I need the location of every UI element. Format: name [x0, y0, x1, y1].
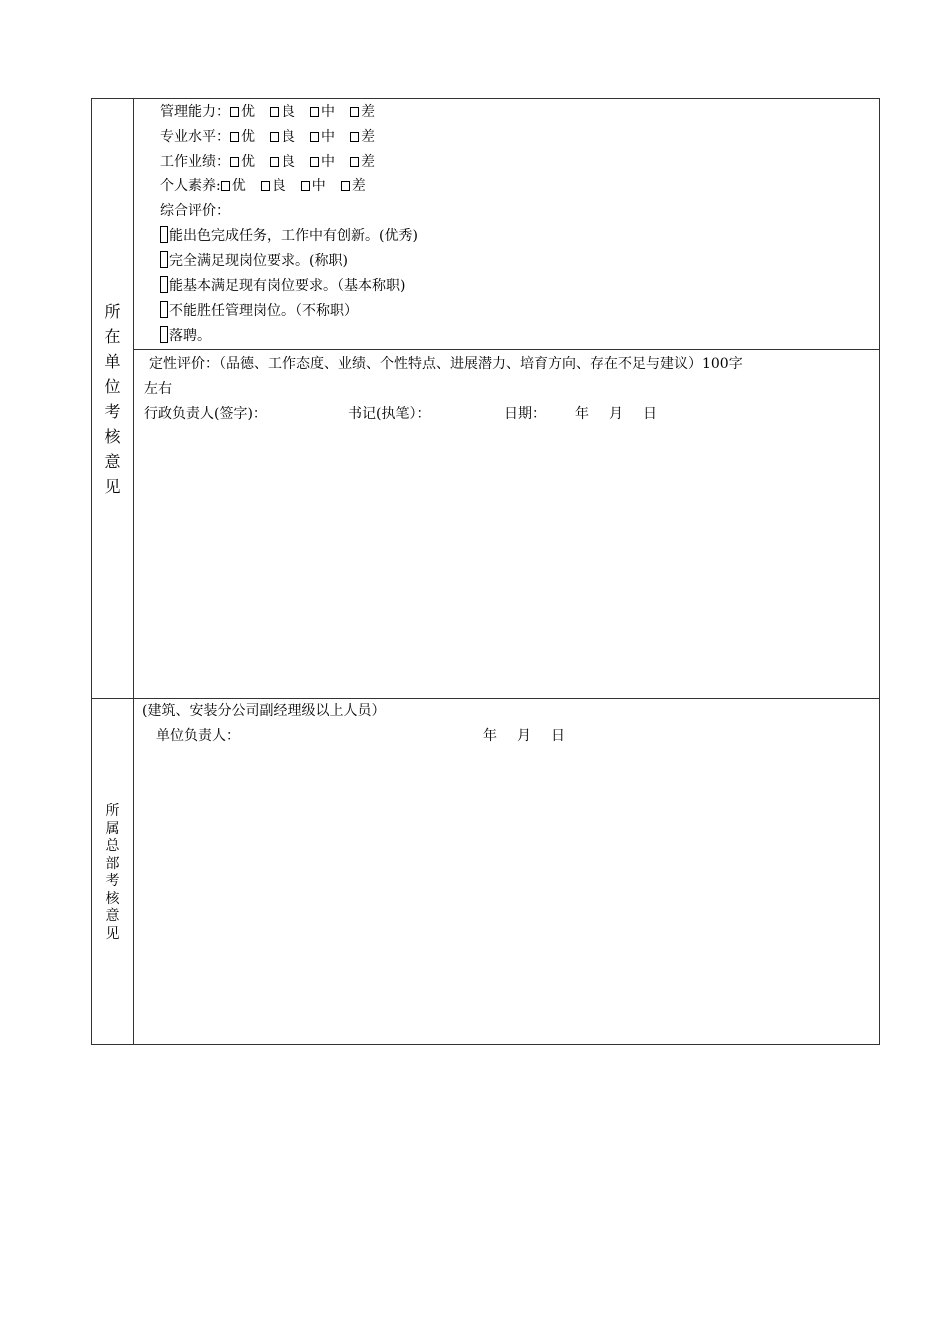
option-excellent[interactable]: 优: [230, 152, 255, 172]
option-good[interactable]: 良: [270, 102, 295, 122]
option-good[interactable]: 良: [270, 152, 295, 172]
assessment-form-table: [91, 98, 880, 1045]
checkbox-icon[interactable]: [350, 157, 359, 167]
option-excellent[interactable]: 优: [221, 176, 246, 196]
checkbox-icon[interactable]: [160, 251, 168, 268]
qualitative-evaluation-label: 定性评价：（品德、工作态度、业绩、个性特点、进展潜力、培育方向、存在不足与建议）100字: [149, 356, 743, 372]
checkbox-icon[interactable]: [230, 132, 239, 142]
option-fair[interactable]: 中: [310, 102, 335, 122]
date-day: 日: [643, 406, 657, 422]
checkbox-icon[interactable]: [310, 107, 319, 117]
option-good[interactable]: 良: [270, 127, 295, 147]
checkbox-icon[interactable]: [310, 157, 319, 167]
checkbox-icon[interactable]: [350, 107, 359, 117]
unit-assessment-label: 所 在 单 位 考 核 意 见: [104, 302, 121, 496]
checkbox-icon[interactable]: [221, 181, 230, 191]
headquarters-assessment-label: 所 属 总 部 考 核 意 见: [105, 803, 120, 942]
date-month: 月: [609, 406, 623, 422]
option-excellent[interactable]: 优: [230, 102, 255, 122]
overall-option-incompetent[interactable]: 不能胜任管理岗位。（不称职）: [160, 301, 358, 321]
option-poor[interactable]: 差: [350, 127, 375, 147]
rating-row-personal: [160, 176, 366, 196]
checkbox-icon[interactable]: [160, 326, 168, 343]
date-year: 年: [483, 728, 497, 744]
qualitative-divider: [134, 349, 879, 350]
overall-evaluation-label: 综合评价：: [160, 203, 230, 219]
checkbox-icon[interactable]: [261, 181, 270, 191]
checkbox-icon[interactable]: [230, 107, 239, 117]
checkbox-icon[interactable]: [301, 181, 310, 191]
option-good[interactable]: 良: [261, 176, 286, 196]
scope-note: (建筑、安装分公司副经理级以上人员）: [142, 703, 386, 719]
option-poor[interactable]: 差: [350, 152, 375, 172]
admin-signature-label: 行政负责人(签字)：: [144, 406, 267, 422]
checkbox-icon[interactable]: [160, 226, 168, 243]
checkbox-icon[interactable]: [350, 132, 359, 142]
checkbox-icon[interactable]: [270, 132, 279, 142]
date-month: 月: [517, 728, 531, 744]
overall-option-basic[interactable]: 能基本满足现有岗位要求。（基本称职): [160, 276, 405, 296]
checkbox-icon[interactable]: [270, 107, 279, 117]
checkbox-icon[interactable]: [230, 157, 239, 167]
option-poor[interactable]: 差: [350, 102, 375, 122]
date-year: 年: [575, 406, 589, 422]
checkbox-icon[interactable]: [341, 181, 350, 191]
rating-label: 工作业绩：: [160, 154, 230, 170]
overall-option-excellent[interactable]: 能出色完成任务，工作中有创新。(优秀): [160, 226, 418, 246]
checkbox-icon[interactable]: [270, 157, 279, 167]
secretary-signature-label: 书记(执笔）：: [348, 406, 431, 422]
checkbox-icon[interactable]: [160, 276, 168, 293]
date-day: 日: [551, 728, 565, 744]
date-label: 日期：: [504, 406, 546, 422]
rating-row-performance: [160, 152, 375, 172]
rating-label: 专业水平：: [160, 129, 230, 145]
option-excellent[interactable]: 优: [230, 127, 255, 147]
section-divider: [92, 698, 879, 699]
rating-row-professional: [160, 127, 375, 147]
rating-row-management: [160, 102, 375, 122]
option-fair[interactable]: 中: [310, 127, 335, 147]
option-fair[interactable]: 中: [310, 152, 335, 172]
checkbox-icon[interactable]: [160, 301, 168, 318]
checkbox-icon[interactable]: [310, 132, 319, 142]
option-poor[interactable]: 差: [341, 176, 366, 196]
qualitative-evaluation-label-cont: 左右: [144, 381, 172, 397]
label-column-divider: [133, 99, 134, 1044]
rating-label: 管理能力：: [160, 104, 230, 120]
rating-label: 个人素养:: [160, 178, 221, 194]
overall-option-competent[interactable]: 完全满足现岗位要求。(称职): [160, 251, 348, 271]
option-fair[interactable]: 中: [301, 176, 326, 196]
unit-head-label: 单位负责人：: [156, 728, 240, 744]
overall-option-not-hired[interactable]: 落聘。: [160, 326, 211, 346]
